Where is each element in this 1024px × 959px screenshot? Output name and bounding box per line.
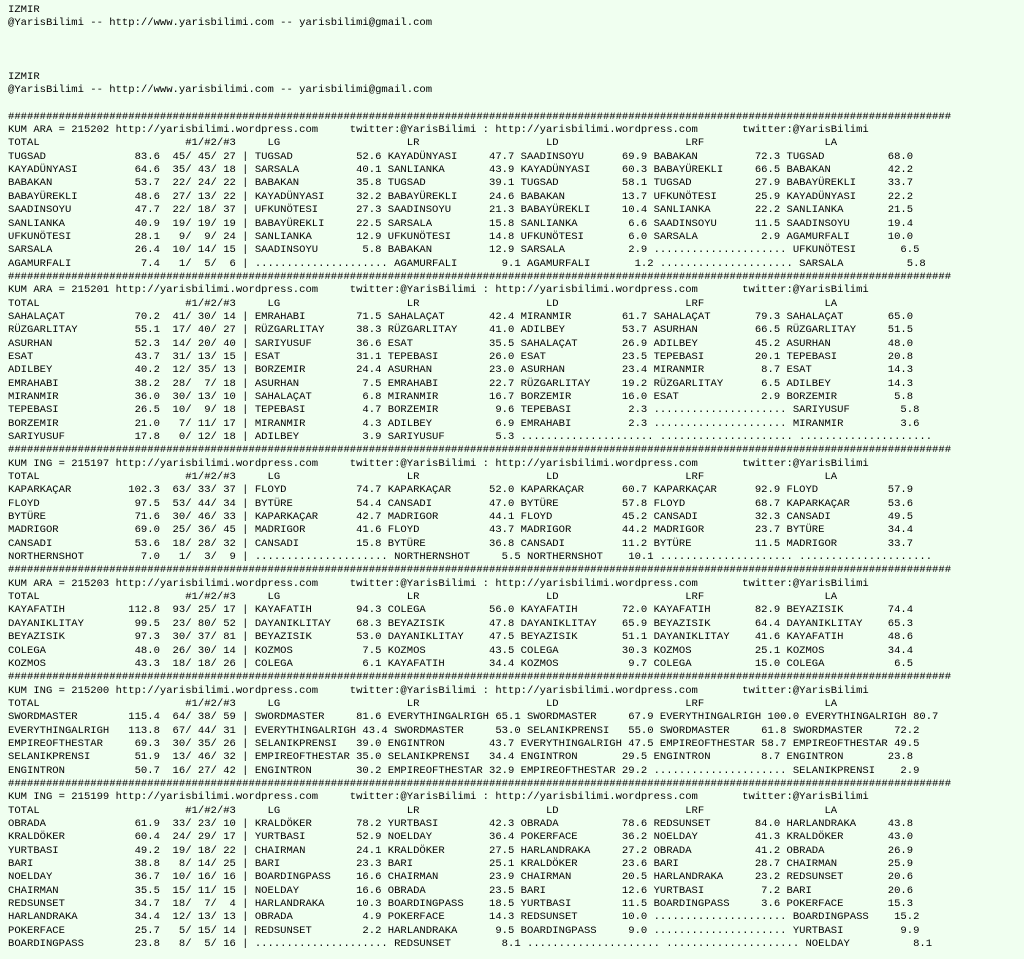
table-row: ASURHAN 52.3 14/ 20/ 40 | SARIYUSUF 36.6 ESAT 35.5 SAHALAÇAT 26.9 ADILBEY 45.2 ASURHAN 48.0 — [8, 337, 914, 350]
blank-line — [8, 44, 1024, 57]
table-row: MADRIGOR 69.0 25/ 36/ 45 | MADRIGOR 41.6 FLOYD 43.7 MADRIGOR 44.2 MADRIGOR 23.7 BYTÜRE 34.4 — [8, 524, 914, 537]
table-row: ESAT 43.7 31/ 13/ 15 | ESAT 31.1 TEPEBASI 26.0 ESAT 23.5 TEPEBASI 20.1 TEPEBASI 20.8 — [8, 350, 914, 363]
table-row: HARLANDRAKA 34.4 12/ 13/ 13 | OBRADA 4.9 POKERFACE 14.3 REDSUNSET 10.0 ..................... BOARDINGPASS 15.2 — [8, 911, 920, 924]
table-row: KAPARKAÇAR 102.3 63/ 33/ 37 | FLOYD 74.7 KAPARKAÇAR 52.0 KAPARKAÇAR 60.7 KAPARKAÇAR 92.9 FLOYD 57.9 — [8, 484, 914, 497]
race-header: KUM ING = 215197 http://yarisbilimi.wordpress.com twitter:@YarisBilimi : http://yarisbilimi.wordpress.com twitter:@YarisBilimi — [8, 457, 869, 470]
race-header: KUM ARA = 215202 http://yarisbilimi.wordpress.com twitter:@YarisBilimi : http://yarisbilimi.wordpress.com twitter:@YarisBilimi — [8, 124, 869, 137]
table-row: FLOYD 97.5 53/ 44/ 34 | BYTÜRE 54.4 CANSADI 47.0 BYTÜRE 57.8 FLOYD 68.7 KAPARKAÇAR 53.6 — [8, 497, 914, 510]
column-header: TOTAL #1/#2/#3 LG LR LD LRF LA — [8, 591, 838, 604]
race-header: KUM ARA = 215201 http://yarisbilimi.wordpress.com twitter:@YarisBilimi : http://yarisbilimi.wordpress.com twitter:@YarisBilimi — [8, 284, 869, 297]
table-row: TEPEBASI 26.5 10/ 9/ 18 | TEPEBASI 4.7 BORZEMIR 9.6 TEPEBASI 2.3 ..................... SARIYUSUF 5.8 — [8, 404, 920, 417]
race-header: KUM ARA = 215203 http://yarisbilimi.wordpress.com twitter:@YarisBilimi : http://yarisbilimi.wordpress.com twitter:@YarisBilimi — [8, 577, 869, 590]
table-row: NOELDAY 36.7 10/ 16/ 16 | BOARDINGPASS 16.6 CHAIRMAN 23.9 CHAIRMAN 20.5 HARLANDRAKA 23.2 REDSUNSET 20.6 — [8, 871, 914, 884]
blank-line — [8, 97, 1024, 110]
table-row: ADILBEY 40.2 12/ 35/ 13 | BORZEMIR 24.4 ASURHAN 23.0 ASURHAN 23.4 MIRANMIR 8.7 ESAT 14.3 — [8, 364, 914, 377]
separator-line: ##################################################################################################################################################### — [8, 110, 952, 123]
table-row: REDSUNSET 34.7 18/ 7/ 4 | HARLANDRAKA 10.3 BOARDINGPASS 18.5 YURTBASI 11.5 BOARDINGPASS 3.6 POKERFACE 15.3 — [8, 898, 914, 911]
table-row: SWORDMASTER 115.4 64/ 38/ 59 | SWORDMASTER 81.6 EVERYTHINGALRIGH 65.1 SWORDMASTER 67.9 EVERYTHINGALRIGH 100.0 EVERYTHINGALRIGH 80.7 — [8, 711, 939, 724]
table-row: OBRADA 61.9 33/ 23/ 10 | KRALDÖKER 78.2 YURTBASI 42.3 OBRADA 78.6 REDSUNSET 84.0 HARLANDRAKA 43.8 — [8, 817, 914, 830]
blank-line — [8, 31, 1024, 44]
text-line: @YarisBilimi -- http://www.yarisbilimi.com -- yarisbilimi@gmail.com — [8, 17, 433, 30]
column-header: TOTAL #1/#2/#3 LG LR LD LRF LA — [8, 804, 838, 817]
table-row: EMRAHABI 38.2 28/ 7/ 18 | ASURHAN 7.5 EMRAHABI 22.7 RÜZGARLITAY 19.2 RÜZGARLITAY 6.5 ADILBEY 14.3 — [8, 377, 914, 390]
table-row: CANSADI 53.6 18/ 28/ 32 | CANSADI 15.8 BYTÜRE 36.8 CANSADI 11.2 BYTÜRE 11.5 MADRIGOR 33.7 — [8, 537, 914, 550]
table-row: BABAKAN 53.7 22/ 24/ 22 | BABAKAN 35.8 TUGSAD 39.1 TUGSAD 58.1 TUGSAD 27.9 BABAYÜREKLI 33.7 — [8, 177, 914, 190]
table-row: EVERYTHINGALRIGH 113.8 67/ 44/ 31 | EVERYTHINGALRIGH 43.4 SWORDMASTER 53.0 SELANIKPRENSI 55.0 SWORDMASTER 61.8 SWORDMASTER 72.2 — [8, 724, 920, 737]
separator-line: ##################################################################################################################################################### — [8, 777, 952, 790]
table-row: NORTHERNSHOT 7.0 1/ 3/ 9 | ..................... NORTHERNSHOT 5.5 NORTHERNSHOT 10.1 ..................... ..................... — [8, 551, 933, 564]
table-row: YURTBASI 49.2 19/ 18/ 22 | CHAIRMAN 24.1 KRALDÖKER 27.5 HARLANDRAKA 27.2 OBRADA 41.2 OBRADA 26.9 — [8, 844, 914, 857]
table-row: BABAYÜREKLI 48.6 27/ 13/ 22 | KAYADÜNYASI 32.2 BABAYÜREKLI 24.6 BABAKAN 13.7 UFKUNÖTESI 25.9 KAYADÜNYASI 22.2 — [8, 190, 914, 203]
table-row: SARSALA 26.4 10/ 14/ 15 | SAADINSOYU 5.8 BABAKAN 12.9 SARSALA 2.9 ..................... UFKUNÖTESI 6.5 — [8, 244, 920, 257]
blank-line — [8, 57, 1024, 70]
table-row: SAADINSOYU 47.7 22/ 18/ 37 | UFKUNÖTESI 27.3 SAADINSOYU 21.3 BABAYÜREKLI 10.4 SANLIANKA 22.2 SANLIANKA 21.5 — [8, 204, 914, 217]
separator-line: ##################################################################################################################################################### — [8, 671, 952, 684]
column-header: TOTAL #1/#2/#3 LG LR LD LRF LA — [8, 297, 838, 310]
table-row: SANLIANKA 40.9 19/ 19/ 19 | BABAYÜREKLI 22.5 SARSALA 15.8 SANLIANKA 6.6 SAADINSOYU 11.5 SAADINSOYU 19.4 — [8, 217, 914, 230]
separator-line: ##################################################################################################################################################### — [8, 444, 952, 457]
table-row: SELANIKPRENSI 51.9 13/ 46/ 32 | EMPIREOFTHESTAR 35.0 SELANIKPRENSI 34.4 ENGINTRON 29.5 ENGINTRON 8.7 ENGINTRON 23.8 — [8, 751, 914, 764]
table-row: SARIYUSUF 17.8 0/ 12/ 18 | ADILBEY 3.9 SARIYUSUF 5.3 ..................... ..................... ..................... — [8, 431, 933, 443]
table-row: BARI 38.8 8/ 14/ 25 | BARI 23.3 BARI 25.1 KRALDÖKER 23.6 BARI 28.7 CHAIRMAN 25.9 — [8, 858, 914, 870]
table-row: KOZMOS 43.3 18/ 18/ 26 | COLEGA 6.1 KAYAFATIH 34.4 KOZMOS 9.7 COLEGA 15.0 COLEGA 6.5 — [8, 657, 914, 670]
column-header: TOTAL #1/#2/#3 LG LR LD LRF LA — [8, 697, 838, 710]
column-header: TOTAL #1/#2/#3 LG LR LD LRF LA — [8, 137, 838, 150]
table-row: TUGSAD 83.6 45/ 45/ 27 | TUGSAD 52.6 KAYADÜNYASI 47.7 SAADINSOYU 69.9 BABAKAN 72.3 TUGSAD 68.0 — [8, 150, 914, 163]
table-row: KAYADÜNYASI 64.6 35/ 43/ 18 | SARSALA 40.1 SANLIANKA 43.9 KAYADÜNYASI 60.3 BABAYÜREKLI 66.5 BABAKAN 42.2 — [8, 164, 914, 177]
table-row: EMPIREOFTHESTAR 69.3 30/ 35/ 26 | SELANIKPRENSI 39.0 ENGINTRON 43.7 EVERYTHINGALRIGH 47.5 EMPIREOFTHESTAR 58.7 EMPIREOFTHESTAR 49.5 — [8, 737, 920, 750]
race-header: KUM ING = 215200 http://yarisbilimi.wordpress.com twitter:@YarisBilimi : http://yarisbilimi.wordpress.com twitter:@YarisBilimi — [8, 684, 869, 697]
table-row: ENGINTRON 50.7 16/ 27/ 42 | ENGINTRON 30.2 EMPIREOFTHESTAR 32.9 EMPIREOFTHESTAR 29.2 ..................... SELANIKPRENSI 2.9 — [8, 764, 920, 777]
separator-line: ##################################################################################################################################################### — [8, 270, 952, 283]
table-row: MIRANMIR 36.0 30/ 13/ 10 | SAHALAÇAT 6.8 MIRANMIR 16.7 BORZEMIR 16.0 ESAT 2.9 BORZEMIR 5.8 — [8, 390, 914, 403]
race-header: KUM ING = 215199 http://yarisbilimi.wordpress.com twitter:@YarisBilimi : http://yarisbilimi.wordpress.com twitter:@YarisBilimi — [8, 791, 869, 804]
table-row: KRALDÖKER 60.4 24/ 29/ 17 | YURTBASI 52.9 NOELDAY 36.4 POKERFACE 36.2 NOELDAY 41.3 KRALDÖKER 43.0 — [8, 831, 914, 844]
table-row: KAYAFATIH 112.8 93/ 25/ 17 | KAYAFATIH 94.3 COLEGA 56.0 KAYAFATIH 72.0 KAYAFATIH 82.9 BEYAZISIK 74.4 — [8, 604, 914, 617]
table-row: BORZEMIR 21.0 7/ 11/ 17 | MIRANMIR 4.3 ADILBEY 6.9 EMRAHABI 2.3 ..................... MIRANMIR 3.6 — [8, 417, 920, 430]
column-header: TOTAL #1/#2/#3 LG LR LD LRF LA — [8, 471, 838, 484]
table-row: BYTÜRE 71.6 30/ 46/ 33 | KAPARKAÇAR 42.7 MADRIGOR 44.1 FLOYD 45.2 CANSADI 32.3 CANSADI 49.5 — [8, 511, 914, 524]
table-row: POKERFACE 25.7 5/ 15/ 14 | REDSUNSET 2.2 HARLANDRAKA 9.5 BOARDINGPASS 9.0 ..................... YURTBASI 9.9 — [8, 924, 920, 937]
table-row: BOARDINGPASS 23.8 8/ 5/ 16 | ..................... REDSUNSET 8.1 ..................... ..................... NOELDAY 8.1 — [8, 938, 933, 951]
text-line: @YarisBilimi -- http://www.yarisbilimi.com -- yarisbilimi@gmail.com — [8, 84, 433, 97]
table-row: RÜZGARLITAY 55.1 17/ 40/ 27 | RÜZGARLITAY 38.3 RÜZGARLITAY 41.0 ADILBEY 53.7 ASURHAN 66.5 RÜZGARLITAY 51.5 — [8, 324, 914, 337]
table-row: BEYAZISIK 97.3 30/ 37/ 81 | BEYAZISIK 53.0 DAYANIKLITAY 47.5 BEYAZISIK 51.1 DAYANIKLITAY 41.6 KAYAFATIH 48.6 — [8, 631, 914, 644]
table-row: COLEGA 48.0 26/ 30/ 14 | KOZMOS 7.5 KOZMOS 43.5 COLEGA 30.3 KOZMOS 25.1 KOZMOS 34.4 — [8, 644, 914, 657]
table-row: AGAMURFALI 7.4 1/ 5/ 6 | ..................... AGAMURFALI 9.1 AGAMURFALI 1.2 ..................... SARSALA 5.8 — [8, 257, 926, 270]
table-row: CHAIRMAN 35.5 15/ 11/ 15 | NOELDAY 16.6 OBRADA 23.5 BARI 12.6 YURTBASI 7.2 BARI 20.6 — [8, 884, 914, 897]
table-row: UFKUNÖTESI 28.1 9/ 9/ 24 | SANLIANKA 12.9 UFKUNÖTESI 14.8 UFKUNÖTESI 6.0 SARSALA 2.9 AGAMURFALI 10.0 — [8, 230, 914, 243]
table-row: SAHALAÇAT 70.2 41/ 30/ 14 | EMRAHABI 71.5 SAHALAÇAT 42.4 MIRANMIR 61.7 SAHALAÇAT 79.3 SAHALAÇAT 65.0 — [8, 310, 914, 323]
table-row: DAYANIKLITAY 99.5 23/ 80/ 52 | DAYANIKLITAY 68.3 BEYAZISIK 47.8 DAYANIKLITAY 65.9 BEYAZISIK 64.4 DAYANIKLITAY 65.3 — [8, 617, 914, 630]
text-line: IZMIR — [8, 4, 40, 16]
text-line: IZMIR — [8, 70, 40, 83]
separator-line: ##################################################################################################################################################### — [8, 564, 952, 577]
